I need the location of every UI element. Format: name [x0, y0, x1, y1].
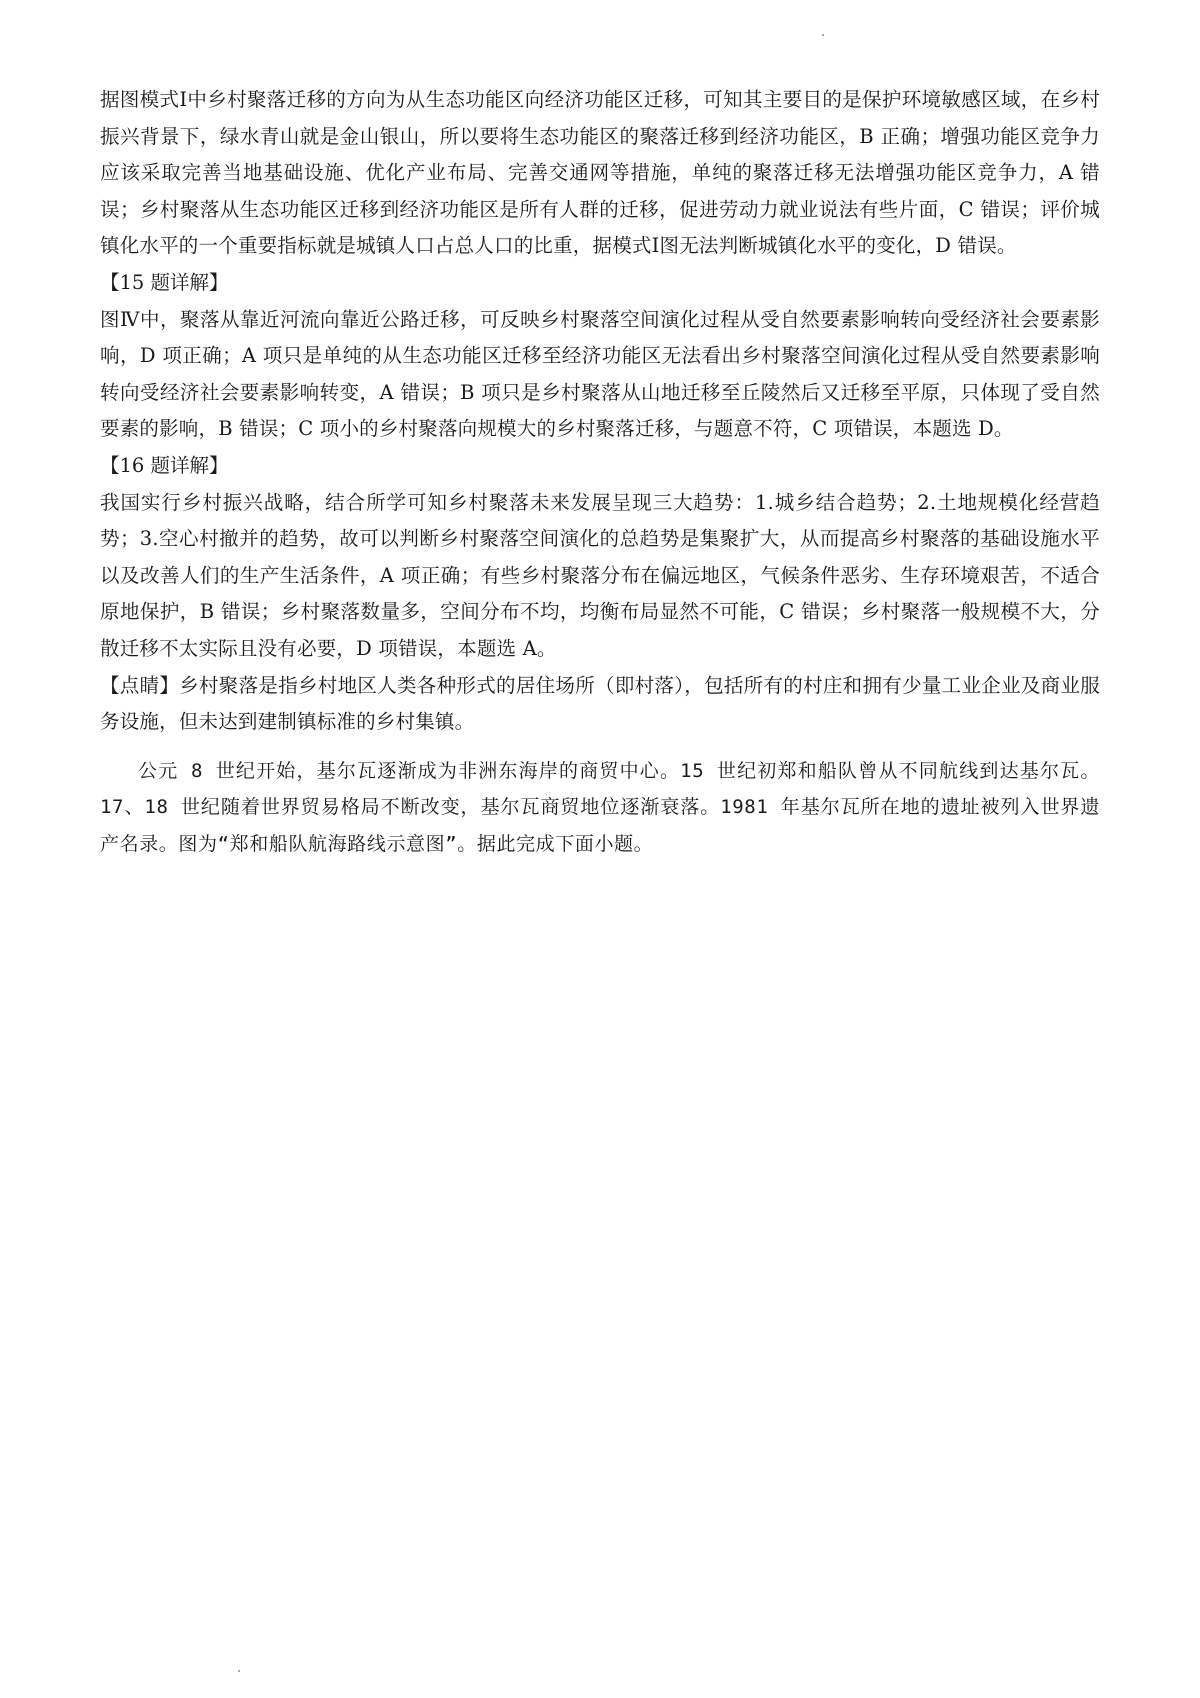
explanation-paragraph-16: 我国实行乡村振兴战略，结合所学可知乡村聚落未来发展呈现三大趋势：1.城乡结合趋势；2.土地规模化经营趋势；3.空心村撤并的趋势，故可以判断乡村聚落空间演化的总趋势是集聚扩大，从而提高乡村聚落的基础设施水平以及改善人们的生产生活条件，A 项正确；有些乡村聚落分布在偏远地区，气候条件恶劣、生存环境艰苦，不适合原地保护，B 错误；乡村聚落数量多，空间分布不均，均衡布局显然不可能，C 错误；乡村聚落一般规模不大，分散迁移不太实际且没有必要，D 项错误，本题选 A。: [100, 490, 1100, 660]
heading-question-15: 【15 题详解】: [100, 270, 229, 294]
tip-paragraph: [100, 668, 1100, 741]
document-page: [100, 82, 1100, 862]
tip-label: 【点睛】: [100, 673, 180, 697]
scan-speck: [822, 34, 824, 36]
scan-speck: [238, 1670, 240, 1672]
heading-question-16: 【16 题详解】: [100, 453, 229, 477]
explanation-paragraph-15: 图Ⅳ中，聚落从靠近河流向靠近公路迁移，可反映乡村聚落空间演化过程从受自然要素影响转向受经济社会要素影响，D 项正确；A 项只是单纯的从生态功能区迁移至经济功能区无法看出乡村聚落空间演化过程从受自然要素影响转向受经济社会要素影响转变，A 错误；B 项只是乡村聚落从山地迁移至丘陵然后又迁移至平原，只体现了受自然要素的影响，B 错误；C 项小的乡村聚落向规模大的乡村聚落迁移，与题意不符，C 项错误，本题选 D。: [100, 307, 1100, 441]
reading-passage: 公元 8 世纪开始，基尔瓦逐渐成为非洲东海岸的商贸中心。15 世纪初郑和船队曾从不同航线到达基尔瓦。17、18 世纪随着世界贸易格局不断改变，基尔瓦商贸地位逐渐衰落。1981 年基尔瓦所在地的遗址被列入世界遗产名录。图为“郑和船队航海路线示意图”。据此完成下面小题。: [100, 759, 1100, 855]
explanation-paragraph-14: 据图模式Ⅰ中乡村聚落迁移的方向为从生态功能区向经济功能区迁移，可知其主要目的是保护环境敏感区域，在乡村振兴背景下，绿水青山就是金山银山，所以要将生态功能区的聚落迁移到经济功能区，B 正确；增强功能区竞争力应该采取完善当地基础设施、优化产业布局、完善交通网等措施，单纯的聚落迁移无法增强功能区竞争力，A 错误；乡村聚落从生态功能区迁移到经济功能区是所有人群的迁移，促进劳动力就业说法有些片面，C 错误；评价城镇化水平的一个重要指标就是城镇人口占总人口的比重，据模式Ⅰ图无法判断城镇化水平的变化，D 错误。: [100, 88, 1100, 258]
tip-text: 乡村聚落是指乡村地区人类各种形式的居住场所（即村落），包括所有的村庄和拥有少量工业企业及商业服务设施，但未达到建制镇标准的乡村集镇。: [100, 673, 1100, 734]
